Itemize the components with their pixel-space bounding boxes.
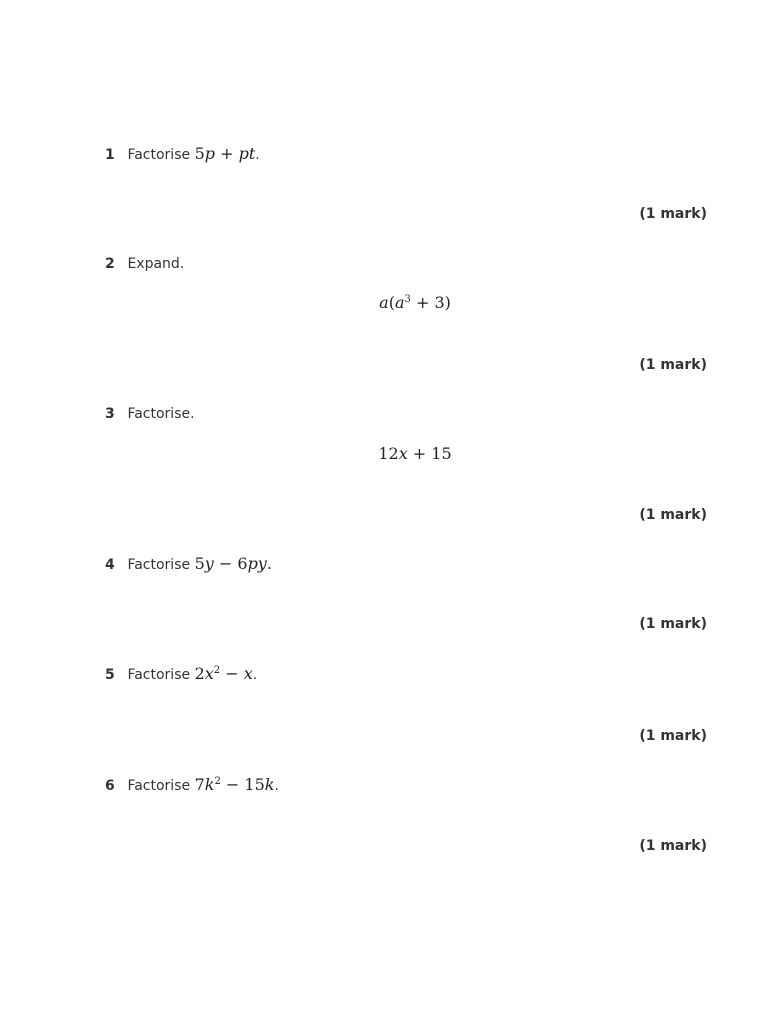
- question-end: .: [266, 554, 272, 573]
- mark-label: (1 mark): [639, 616, 707, 632]
- question-text: Factorise: [127, 557, 191, 573]
- math-expression: $2x^2 - x$: [194, 664, 253, 683]
- question-end: .: [255, 147, 260, 163]
- math-expression-display: $a(a^3 + 3)$: [379, 293, 451, 312]
- question-3: [105, 405, 195, 423]
- question-number: 2: [105, 256, 115, 272]
- math-expression-display: 12x + 15: [378, 444, 452, 463]
- mark-label: (1 mark): [639, 357, 707, 373]
- question-text: Factorise.: [127, 406, 195, 422]
- question-text: Expand.: [127, 256, 185, 272]
- question-6: [105, 776, 279, 795]
- question-5: [105, 665, 257, 684]
- question-end: .: [252, 667, 258, 683]
- question-text: Factorise: [127, 778, 191, 794]
- math-expression: 5y − 6py: [194, 554, 267, 573]
- question-text: Factorise: [127, 147, 191, 163]
- question-text: Factorise: [127, 667, 191, 683]
- mark-label: (1 mark): [639, 838, 707, 854]
- math-expression: $7k^2 - 15k$: [194, 775, 275, 794]
- question-number: 5: [105, 667, 115, 683]
- mark-label: (1 mark): [639, 728, 707, 744]
- mark-label: (1 mark): [639, 206, 707, 222]
- question-number: 3: [105, 406, 115, 422]
- mark-label: (1 mark): [639, 507, 707, 523]
- question-number: 1: [105, 147, 115, 163]
- question-4: [105, 555, 272, 574]
- question-1: [105, 145, 260, 164]
- question-number: 6: [105, 778, 115, 794]
- question-2: [105, 255, 184, 273]
- math-expression: 5p + pt: [194, 144, 256, 163]
- question-number: 4: [105, 557, 115, 573]
- question-end: .: [274, 778, 279, 794]
